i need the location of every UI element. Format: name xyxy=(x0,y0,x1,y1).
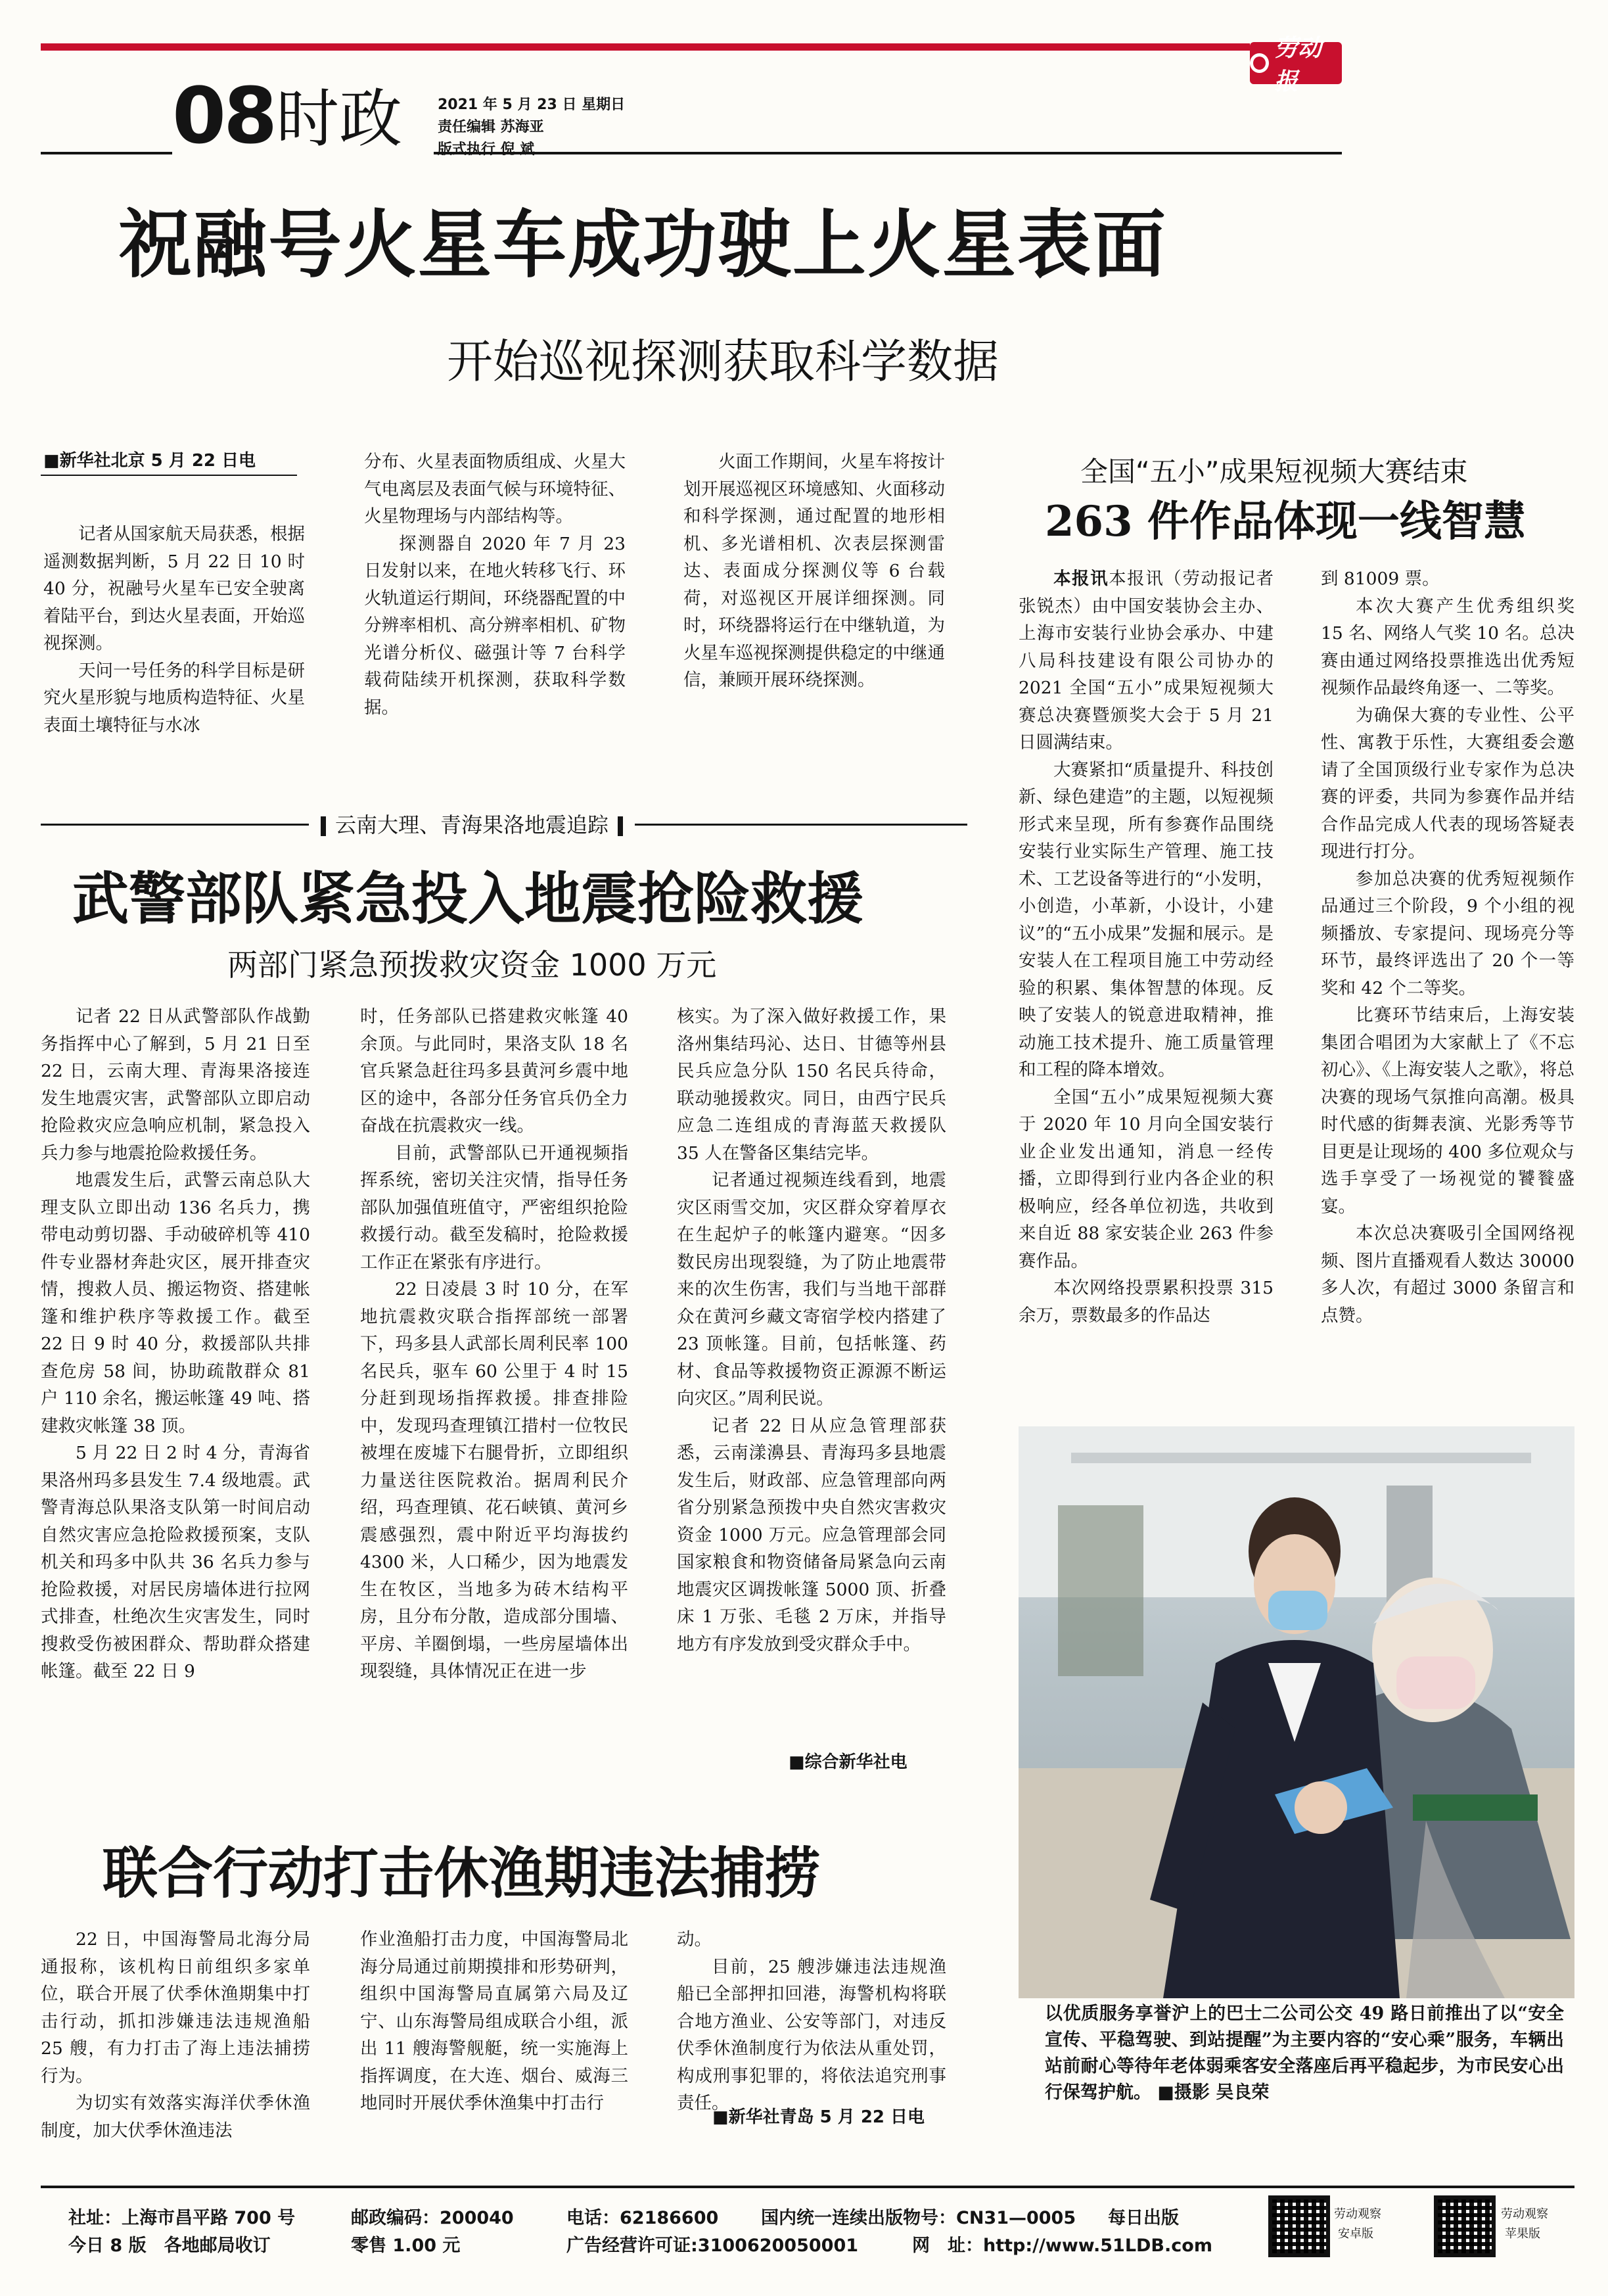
lead-c3-p1: 火面工作期间，火星车将按计划开展巡视区环境感知、火面移动和科学探测，通过配置的地形相机、多光谱相机、次表层探测雷达、表面成分探测仪等 6 台载荷，对巡视区开展详细探测。同时，环绕器将运行在中继轨道，为火星车巡视探测提供稳定的中继通信，兼顾开展环绕探测。 xyxy=(683,452,945,690)
quake-credit-text: 综合新华社电 xyxy=(804,1752,907,1772)
photo-caption xyxy=(1045,2001,1564,2106)
fishing-headline: 联合行动打击休渔期违法捕捞 xyxy=(103,1840,821,1906)
lead-dateline-text: 新华社北京 5 月 22 日电 xyxy=(59,451,256,471)
footer-postcode: 邮政编码：200040 xyxy=(351,2208,514,2228)
qr-ios-label-2: 苹果版 xyxy=(1505,2227,1540,2241)
footer-pages: 今日 8 版 各地邮局收订 xyxy=(68,2236,271,2256)
bus-service-photo xyxy=(1019,1426,1574,1998)
quake-kicker-mark-left xyxy=(321,816,326,836)
quake-kicker-text: 云南大理、青海果洛地震追踪 xyxy=(335,812,609,837)
logo-badge xyxy=(1250,34,1342,95)
lead-column-2 xyxy=(364,448,626,721)
quake-c3-p3: 记者 22 日从应急管理部获悉，云南漾濞县、青海玛多县地震发生后，财政部、应急管理部向两省分别紧急预拨中央自然灾害救灾资金 1000 万元。应急管理部会同国家粮食和物资储备局紧急向云南地震灾区调拨帐篷 5000 顶、折叠床 1 万张、毛毯 2 万床，并指导地方有序发放到受灾群众手中。 xyxy=(677,1415,946,1654)
quake-c1-p1: 记者 22 日从武警部队作战勤务指挥中心了解到，5 月 21 日至 22 日，云南大理、青海果洛接连发生地震灾害，武警部队立即启动抢险救灾应急响应机制，紧急投入兵力参与地震抢险救援任务。 xyxy=(41,1006,310,1163)
contest-c2-p1: 到 81009 票。 xyxy=(1321,569,1440,589)
quake-credit xyxy=(789,1748,907,1773)
fishing-dateline xyxy=(712,2103,925,2128)
contest-c1-p3: 全国“五小”成果短视频大赛于 2020 年 10 月向全国安装行业企业发出通知，消息一经传播，立即得到行业内各企业的积极响应，经各单位初选，共收到来自近 88 家安装企业 263 件参赛作品。 xyxy=(1019,1087,1274,1271)
fishing-c3-p2: 目前，25 艘涉嫌违法违规渔船已全部押扣回港，海警机构将联合地方渔业、公安等部门，对违反伏季休渔制度行为依法从重处罚，构成刑事犯罪的，将依法追究刑事责任。 xyxy=(677,1956,946,2113)
contest-c1-p2: 大赛紧扣“质量提升、科技创新、绿色建造”的主题，以短视频形式来呈现，所有参赛作品围绕安装行业实际生产管理、施工技术、工艺设备等进行的“小发明，小创造，小革新，小设计，小建议”的“五小成果”发掘和展示。是安装人在工程项目施工中劳动经验的积累、集体智慧的体现。反映了安装人的锐意进取精神，推动施工技术提升、施工质量管理和工程的降本增效。 xyxy=(1019,759,1274,1080)
quake-column-2 xyxy=(360,1003,628,1685)
designer-line: 版式执行 倪 斌 xyxy=(438,141,535,158)
quake-c1-p3: 5 月 22 日 2 时 4 分，青海省果洛州玛多县发生 7.4 级地震。武警青海总队果洛支队第一时间启动自然灾害应急抢险救援预案，支队机关和玛多中队共 36 名兵力参与抢险救援，对居民房墙体进行拉网式排查，杜绝次生灾害发生，同时搜救受伤被困群众、帮助群众搭建帐篷。截至 22 日 9 xyxy=(41,1443,310,1681)
masthead-rule-long xyxy=(434,152,1342,154)
quake-c3-p2: 记者通过视频连线看到，地震灾区雨雪交加，灾区群众穿着厚衣在生起炉子的帐篷内避寒。“因多数民房出现裂缝，为了防止地震带来的次生伤害，我们与当地干部群众在黄河乡藏文寄宿学校内搭建了 23 顶帐篷。目前，包括帐篷、药材、食品等救援物资正源源不断运向灾区。”周利民说。 xyxy=(677,1170,946,1409)
contest-c2-p3: 为确保大赛的专业性、公平性、寓教于乐性，大赛组委会邀请了全国顶级行业专家作为总决赛的评委，共同为参赛作品并结合作品完成人代表的现场答疑表现进行打分。 xyxy=(1321,705,1574,862)
qr-code-android[interactable] xyxy=(1268,2195,1330,2257)
qr-ios-label-1: 劳动观察 xyxy=(1501,2207,1548,2221)
footer-issn: 国内统一连续出版物号：CN31—0005 xyxy=(761,2208,1076,2228)
quake-c2-p2: 目前，武警部队已开通视频指挥系统，密切关注灾情，指导任务部队加强值班值守，严密组织抢险救援行动。截至发稿时，抢险救援工作正在紧张有序进行。 xyxy=(360,1142,628,1273)
footer-address: 社址：上海市昌平路 700 号 xyxy=(68,2208,296,2228)
contest-c2-p5: 比赛环节结束后，上海安装集团合唱团为大家献上了《不忘初心》、《上海安装人之歌》，将总决赛的现场气氛推向高潮。极具时代感的街舞表演、光影秀等节目更是让现场的 400 多位观众与选手享受了一场视觉的饕餮盛宴。 xyxy=(1321,1005,1574,1217)
fishing-c3-p1: 动。 xyxy=(677,1929,712,1950)
quake-subhead: 两部门紧急预拨救灾资金 1000 万元 xyxy=(227,947,717,983)
qr-android-label-1: 劳动观察 xyxy=(1334,2207,1381,2221)
fishing-c1-p1: 22 日，中国海警局北海分局通报称，该机构日前组织多家单位，联合开展了伏季休渔期集中打击行动，抓扣涉嫌违法违规渔船 25 艘，有力打击了海上违法捕捞行为。 xyxy=(41,1929,310,2086)
fishing-dateline-text: 新华社青岛 5 月 22 日电 xyxy=(728,2107,925,2127)
photo-credit: ■摄影 吴良荣 xyxy=(1157,2082,1270,2103)
section-name: 时政 xyxy=(276,82,402,156)
lead-dateline-rule xyxy=(41,475,297,476)
masthead-rule-left xyxy=(41,43,1250,51)
quake-column-3 xyxy=(677,1003,946,1658)
page-number: 08 xyxy=(172,70,275,161)
logo-icon xyxy=(1250,53,1269,73)
lead-headline: 祝融号火星车成功驶上火星表面 xyxy=(118,202,1167,288)
quake-c1-p2: 地震发生后，武警云南总队大理支队立即出动 136 名兵力，携带电动剪切器、手动破碎机等 410 件专业器材奔赴灾区，展开排查灾情，搜救人员、搬运物资、搭建帐篷和维护秩序等救援工作。截至 22 日 9 时 40 分，救援部队共排查危房 58 间，协助疏散群众 81 户 110 余名，搬运帐篷 49 吨、搭建救灾帐篷 38 顶。 xyxy=(41,1170,310,1436)
quake-c2-p1: 时，任务部队已搭建救灾帐篷 40 余顶。与此同时，果洛支队 18 名官兵紧急赶往玛多县黄河乡震中地区的途中，各部分任务官兵仍全力奋战在抗震救灾一线。 xyxy=(360,1006,628,1136)
footer-ad-license: 广告经营许可证:3100620050001 xyxy=(566,2236,859,2256)
contest-c2-p2: 本次大赛产生优秀组织奖 15 名、网络人气奖 10 名。总决赛由通过网络投票推选出优秀短视频作品最终角逐一、二等奖。 xyxy=(1321,596,1574,698)
lead-c1-p2: 天问一号任务的科学目标是研究火星形貌与地质构造特征、火星表面土壤特征与水冰 xyxy=(43,660,305,736)
footer-price: 零售 1.00 元 xyxy=(351,2236,461,2256)
contest-c2-p6: 本次总决赛吸引全国网络视频、图片直播观看人数达 30000 多人次，有超过 3000 条留言和点赞。 xyxy=(1321,1223,1574,1326)
masthead-rule-short xyxy=(41,152,172,154)
footer-phone: 电话：62186600 xyxy=(566,2208,719,2228)
contest-c1-p1-text: 本报讯（劳动报记者 张锐杰）由中国安装协会主办、上海市安装行业协会承办、中建八局科技建设有限公司协办的 2021 全国“五小”成果短视频大赛总决赛暨颁奖大会于 5 月 21 日圆满结束。 xyxy=(1019,569,1274,753)
fishing-c2-p1: 作业渔船打击力度，中国海警局北海分局通过前期摸排和形势研判，组织中国海警局直属第六局及辽宁、山东海警局组成联合小组，派出 11 艘海警舰艇，统一实施海上指挥调度，在大连、烟台、威海三地同时开展伏季休渔集中打击行 xyxy=(360,1929,628,2113)
fishing-column-1 xyxy=(41,1926,310,2144)
photo-credit-text: 摄影 吴良荣 xyxy=(1174,2082,1270,2103)
footer-website: 网 址：http://www.51LDB.com xyxy=(912,2236,1212,2256)
contest-c1-p1 xyxy=(1019,565,1274,757)
lead-column-3 xyxy=(683,448,945,694)
contest-c1-p4: 本次网络投票累积投票 315 余万，票数最多的作品达 xyxy=(1019,1278,1274,1326)
qr-android-label-2: 安卓版 xyxy=(1338,2227,1373,2241)
quake-c3-p1: 核实。为了深入做好救援工作，果洛州集结玛沁、达日、甘德等州县民兵应急分队 150 名民兵待命，联动驰援救灾。同日，由西宁民兵应急二连组成的青海蓝天救援队 35 人在警备区集结完毕。 xyxy=(677,1006,946,1163)
bus-service-photo-art xyxy=(1019,1426,1574,1998)
photo-caption-text: 以优质服务享誉沪上的巴士二公司公交 49 路日前推出了以“安全宣传、平稳驾驶、到站提醒”为主要内容的“安心乘”服务，车辆出站前耐心等待年老体弱乘客安全落座后再平稳起步，为市民安心出行保驾护航。 xyxy=(1045,2003,1564,2103)
footer-daily: 每日出版 xyxy=(1108,2208,1179,2228)
quake-headline: 武警部队紧急投入地震抢险救援 xyxy=(72,866,863,932)
lead-dateline xyxy=(43,447,256,471)
fishing-column-2 xyxy=(360,1926,628,2117)
quake-c2-p3: 22 日凌晨 3 时 10 分，在军地抗震救灾联合指挥部统一部署下，玛多县人武部长周利民率 100 名民兵，驱车 60 公里于 4 时 15 分赶到现场指挥救援。排查排险中，发现玛查理镇江措村一位牧民被埋在废墟下右腿骨折，立即组织力量送往医院救治。据周利民介绍，玛查理镇、花石峡镇、黄河乡震感强烈，震中附近平均海拔约 4300 米，人口稀少，因为地震发生在牧区，当地多为砖木结构平房，且分布分散，造成部分围墙、平房、羊圈倒塌，一些房屋墙体出现裂缝，具体情况正在进一步 xyxy=(360,1279,628,1681)
contest-column-2 xyxy=(1321,565,1574,1329)
quake-kicker xyxy=(309,810,635,840)
quake-column-1 xyxy=(41,1003,310,1685)
contest-headline: 263 件作品体现一线智慧 xyxy=(1045,497,1526,546)
lead-subhead: 开始巡视探测获取科学数据 xyxy=(447,335,999,388)
contest-byline-lead: 本报讯 xyxy=(1053,569,1109,589)
contest-column-1 xyxy=(1019,565,1274,1329)
logo-text: 劳动报 xyxy=(1274,34,1322,95)
lead-c2-p2: 探测器自 2020 年 7 月 23 日发射以来，在地火转移飞行、环火轨道运行期间，环绕器配置的中分辨率相机、高分辨率相机、矿物光谱分析仪、磁强计等 7 台科学载荷陆续开机探测，获取科学数据。 xyxy=(364,533,626,718)
contest-kicker: 全国“五小”成果短视频大赛结束 xyxy=(1080,456,1468,488)
lead-c2-p1: 分布、火星表面物质组成、火星大气电离层及表面气候与环境特征、火星物理场与内部结构等。 xyxy=(364,452,626,527)
qr-code-ios[interactable] xyxy=(1434,2195,1496,2257)
quake-kicker-mark-right xyxy=(618,816,623,836)
contest-c2-p4: 参加总决赛的优秀短视频作品通过三个阶段，9 个小组的视频播放、专家提问、现场亮分等环节，最终评选出了 20 个一等奖和 42 个二等奖。 xyxy=(1321,868,1574,998)
lead-c1-p1: 记者从国家航天局获悉，根据遥测数据判断，5 月 22 日 10 时 40 分，祝融号火星车已安全驶离着陆平台，到达火星表面，开始巡视探测。 xyxy=(43,524,305,653)
fishing-c1-p2: 为切实有效落实海洋伏季休渔制度，加大伏季休渔违法 xyxy=(41,2093,310,2141)
editor-line: 责任编辑 苏海亚 xyxy=(438,119,544,135)
lead-column-1 xyxy=(43,521,305,739)
date-line: 2021 年 5 月 23 日 星期日 xyxy=(438,97,626,113)
footer-rule xyxy=(41,2186,1574,2188)
fishing-column-3 xyxy=(677,1926,946,2117)
